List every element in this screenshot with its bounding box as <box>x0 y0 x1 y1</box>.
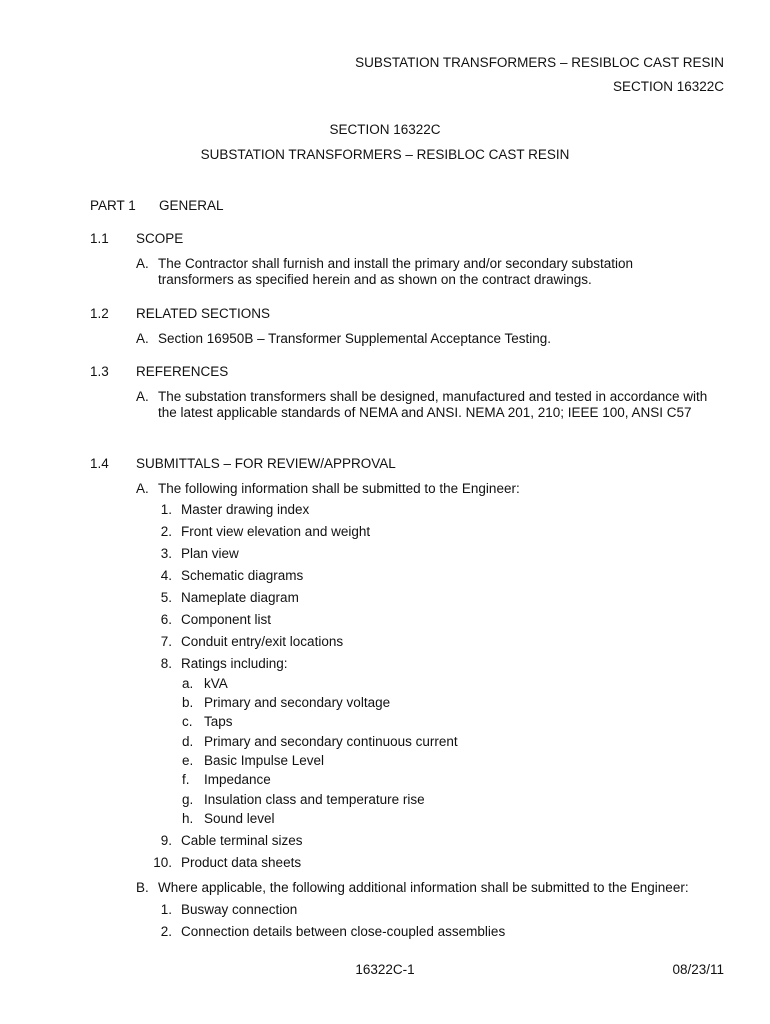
sublist-item-letter: g. <box>182 792 194 807</box>
additional-info-paragraph: Where applicable, the following additional information shall be submitted to the Engineer: <box>158 880 689 895</box>
footer-page-number: 16322C-1 <box>355 962 415 977</box>
sublist-item: Basic Impulse Level <box>204 753 325 768</box>
section-1-4-number: 1.4 <box>90 456 109 471</box>
section-1-2-number: 1.2 <box>90 306 109 321</box>
sublist-item: Primary and secondary voltage <box>204 695 391 710</box>
related-sections-paragraph: Section 16950B – Transformer Supplemental Acceptance Testing. <box>158 331 551 346</box>
item-label: A. <box>136 481 149 496</box>
item-label: B. <box>136 880 149 895</box>
list-item: Master drawing index <box>181 502 310 517</box>
list-item: Schematic diagrams <box>181 568 304 583</box>
list-item: Cable terminal sizes <box>181 833 303 848</box>
sublist-item-letter: a. <box>182 676 194 691</box>
list-item-number: 5. <box>160 590 172 605</box>
item-label: A. <box>136 256 149 271</box>
section-1-3-number: 1.3 <box>90 364 109 379</box>
sublist-item-letter: h. <box>182 811 194 826</box>
part-title: GENERAL <box>159 198 224 213</box>
scope-paragraph: The Contractor shall furnish and install the primary and/or secondary substation transformers as specified herein and as shown on the contract drawings. <box>158 256 633 287</box>
section-1-4-title: SUBMITTALS – FOR REVIEW/APPROVAL <box>136 456 396 471</box>
list-item-number: 2. <box>160 524 172 539</box>
list-item: Ratings including: <box>181 656 288 671</box>
sublist-item: Sound level <box>204 811 275 826</box>
sublist-item-letter: d. <box>182 734 194 749</box>
sublist-item-letter: e. <box>182 753 194 768</box>
sublist-item-letter: c. <box>182 714 193 729</box>
item-label: A. <box>136 389 149 404</box>
list-item-number: 9. <box>160 833 172 848</box>
section-1-1-number: 1.1 <box>90 231 109 246</box>
references-paragraph: The substation transformers shall be designed, manufactured and tested in accordance with the latest applicable standards of NEMA and ANSI. NEMA 201, 210; IEEE 100, ANSI C57 <box>158 389 708 420</box>
list-item: Conduit entry/exit locations <box>181 634 344 649</box>
list-item: Front view elevation and weight <box>181 524 371 539</box>
list-item-number: 7. <box>160 634 172 649</box>
list-item: Nameplate diagram <box>181 590 299 605</box>
list-item-number: 4. <box>160 568 172 583</box>
list-item-number: 3. <box>160 546 172 561</box>
submittals-intro-paragraph: The following information shall be submitted to the Engineer: <box>158 481 520 496</box>
running-header-title: SUBSTATION TRANSFORMERS – RESIBLOC CAST RESIN <box>355 55 724 70</box>
footer-date: 08/23/11 <box>672 962 724 977</box>
section-number-title: SECTION 16322C <box>329 122 441 137</box>
part-label: PART 1 <box>90 198 136 213</box>
sublist-item: Insulation class and temperature rise <box>204 792 425 807</box>
list-item-number: 8. <box>160 656 172 671</box>
list-item: Busway connection <box>181 902 298 917</box>
list-item: Component list <box>181 612 272 627</box>
sublist-item-letter: b. <box>182 695 194 710</box>
list-item-number: 1. <box>160 902 172 917</box>
item-label: A. <box>136 331 149 346</box>
list-item: Product data sheets <box>181 855 302 870</box>
sublist-item: kVA <box>204 676 228 691</box>
sublist-item: Primary and secondary continuous current <box>204 734 458 749</box>
section-1-2-title: RELATED SECTIONS <box>136 306 271 321</box>
list-item: Connection details between close-coupled assemblies <box>181 924 506 939</box>
section-1-3-title: REFERENCES <box>136 364 229 379</box>
section-1-1-title: SCOPE <box>136 231 184 246</box>
sublist-item: Impedance <box>204 772 271 787</box>
running-header-section: SECTION 16322C <box>612 79 724 94</box>
list-item-number: 1. <box>160 502 172 517</box>
list-item: Plan view <box>181 546 239 561</box>
section-name-title: SUBSTATION TRANSFORMERS – RESIBLOC CAST RESIN <box>200 147 570 162</box>
list-item-number: 2. <box>160 924 172 939</box>
sublist-item: Taps <box>204 714 233 729</box>
list-item-number: 10. <box>153 855 172 870</box>
list-item-number: 6. <box>160 612 172 627</box>
sublist-item-letter: f. <box>182 772 190 787</box>
